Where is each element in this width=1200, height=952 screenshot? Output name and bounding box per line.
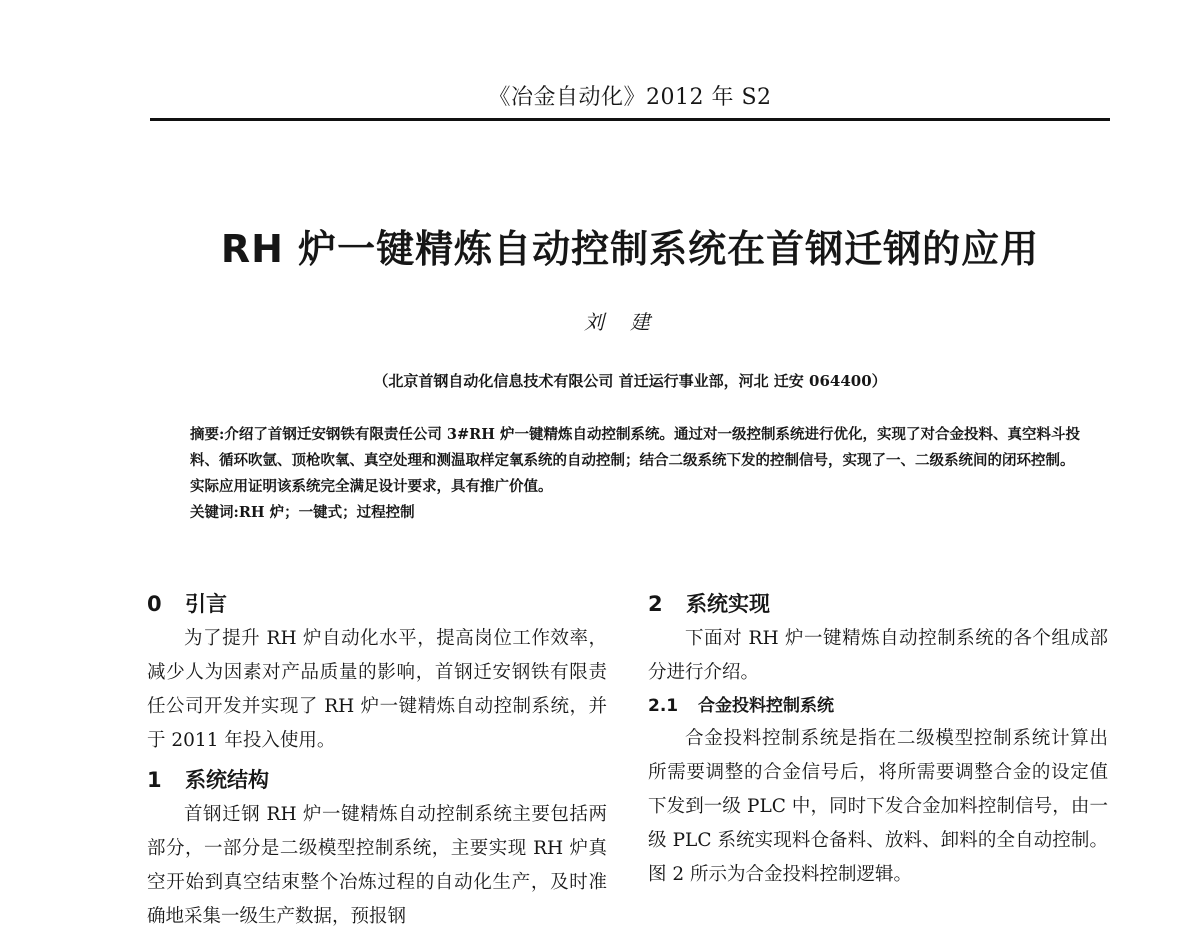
section-number: 2 xyxy=(648,592,663,616)
right-column xyxy=(648,586,1108,892)
keywords-text: RH 炉；一键式；过程控制 xyxy=(238,504,415,521)
keywords-label: 关键词 xyxy=(190,504,234,521)
paper-title: RH 炉一键精炼自动控制系统在首钢迁钢的应用 xyxy=(220,227,1040,271)
journal-header: 《冶金自动化》2012 年 S2 xyxy=(488,85,772,110)
section-heading-1 xyxy=(147,762,607,798)
section-title: 引言 xyxy=(185,592,227,616)
section-number: 0 xyxy=(147,592,162,616)
author: 刘建 xyxy=(584,310,676,334)
subsection-title: 合金投料控制系统 xyxy=(698,696,834,716)
header-rule xyxy=(150,118,1110,121)
left-column xyxy=(147,586,607,934)
section-1-paragraph: 首钢迁钢 RH 炉一键精炼自动控制系统主要包括两部分，一部分是二级模型控制系统，主要实现 RH 炉真空开始到真空结束整个冶炼过程的自动化生产，及时准确地采集一级生产数据，预报钢 xyxy=(147,804,607,927)
subsection-number: 2.1 xyxy=(648,696,679,716)
abstract-block xyxy=(190,422,1080,526)
subsection-2-1-paragraph: 合金投料控制系统是指在二级模型控制系统计算出所需要调整的合金信号后，将所需要调整合金的设定值下发到一级 PLC 中，同时下发合金加料控制信号，由一级 PLC 系统实现料仓备料、放料、卸料的全自动控制。图 2 所示为合金投料控制逻辑。 xyxy=(648,728,1108,885)
section-number: 1 xyxy=(147,768,162,792)
keywords: 关键词:RH 炉；一键式；过程控制 xyxy=(190,504,415,521)
section-0-paragraph: 为了提升 RH 炉自动化水平，提高岗位工作效率，减少人为因素对产品质量的影响，首钢迁安钢铁有限责任公司开发并实现了 RH 炉一键精炼自动控制系统，并于 2011 年投入使用。 xyxy=(147,628,607,751)
section-title: 系统实现 xyxy=(686,592,770,616)
affiliation: （北京首钢自动化信息技术有限公司 首迁运行事业部，河北 迁安 064400） xyxy=(373,372,887,390)
section-heading-2 xyxy=(648,586,1108,622)
section-heading-0 xyxy=(147,586,607,622)
abstract-text: 介绍了首钢迁安钢铁有限责任公司 3#RH 炉一键精炼自动控制系统。通过对一级控制系统进行优化，实现了对合金投料、真空料斗投料、循环吹氩、顶枪吹氧、真空处理和测温取样定氧系统的自动控制；结合二级系统下发的控制信号，实现了一、二级系统间的闭环控制。实际应用证明该系统完全满足设计要求，具有推广价值。 xyxy=(190,426,1080,495)
subsection-heading-2-1 xyxy=(648,690,1108,722)
abstract-label: 摘要 xyxy=(190,426,219,443)
abstract: 摘要:介绍了首钢迁安钢铁有限责任公司 3#RH 炉一键精炼自动控制系统。通过对一级控制系统进行优化，实现了对合金投料、真空料斗投料、循环吹氩、顶枪吹氧、真空处理和测温取样定氧系统的自动控制；结合二级系统下发的控制信号，实现了一、二级系统间的闭环控制。实际应用证明该系统完全满足设计要求，具有推广价值。 xyxy=(190,426,1080,495)
section-2-paragraph: 下面对 RH 炉一键精炼自动控制系统的各个组成部分进行介绍。 xyxy=(648,628,1108,683)
section-title: 系统结构 xyxy=(185,768,269,792)
